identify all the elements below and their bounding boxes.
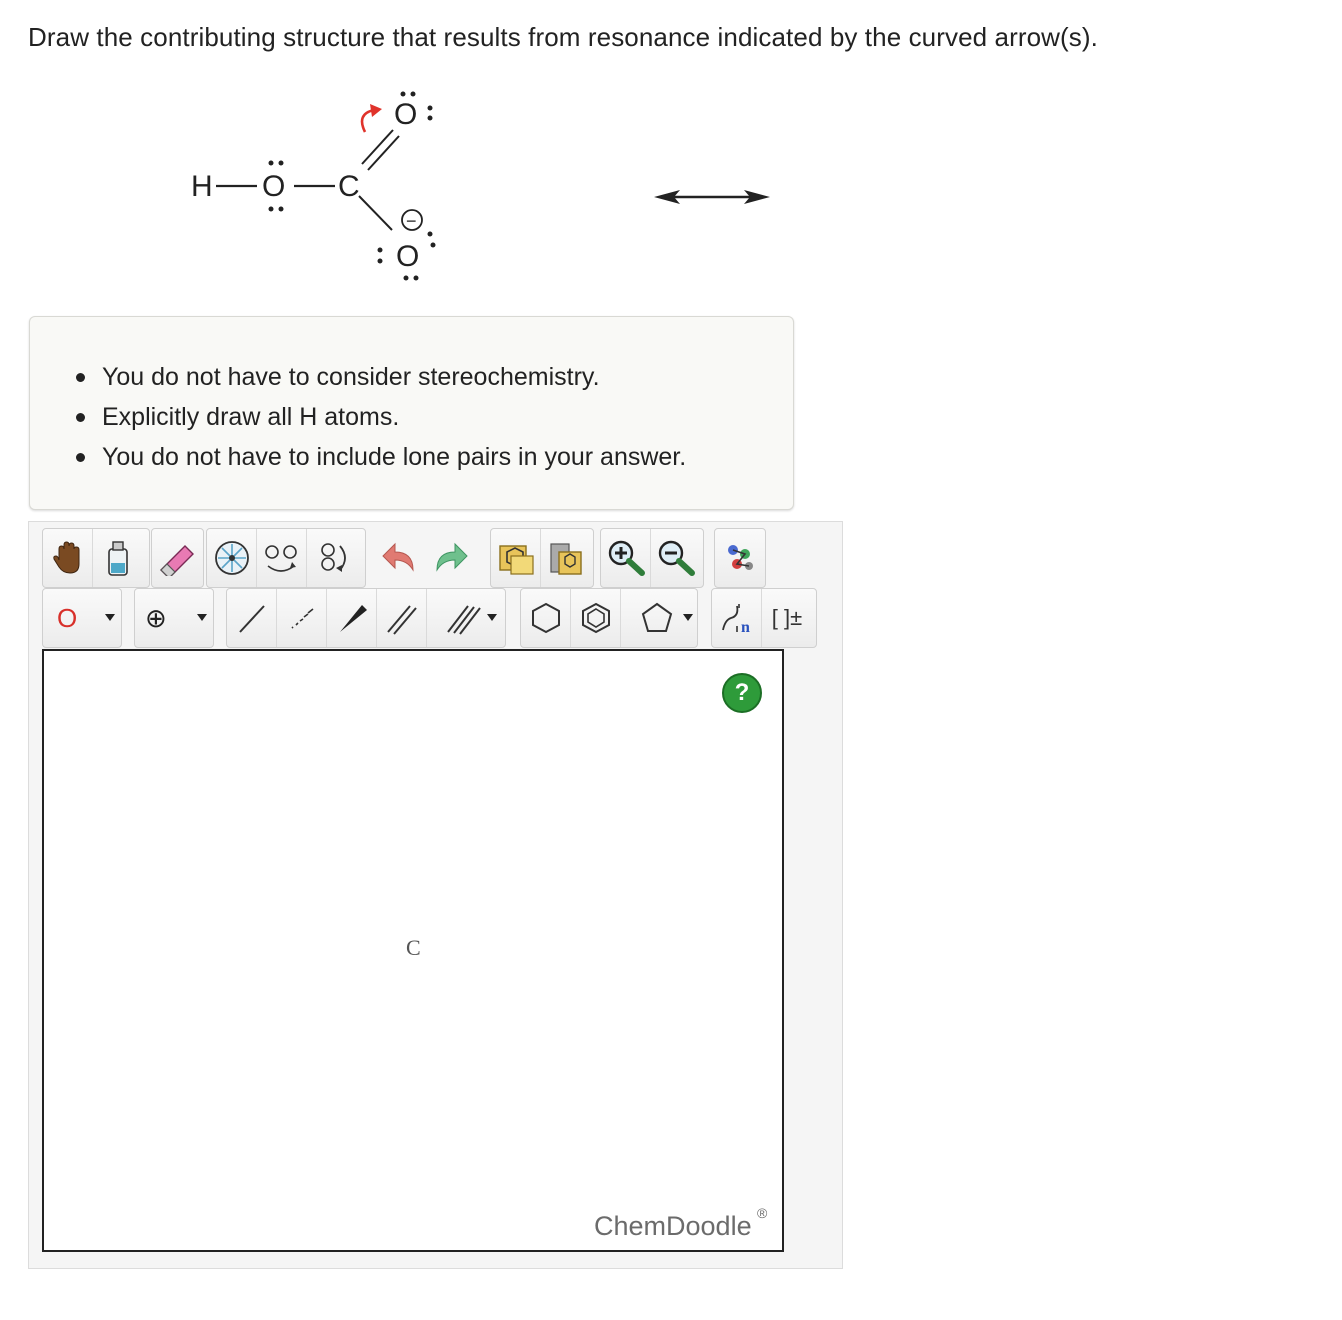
- hashed-bond-icon: [284, 600, 320, 636]
- atom-label: O: [57, 602, 78, 633]
- svg-text:−: −: [406, 211, 417, 231]
- instruction-item: Explicitly draw all H atoms.: [102, 397, 686, 437]
- zoom-in-icon: [606, 539, 646, 577]
- flip-button[interactable]: [257, 529, 307, 587]
- toolbar-group-eraser: [151, 528, 204, 588]
- question-prompt: Draw the contributing structure that results from resonance indicated by the curved arrow(s).: [28, 22, 1098, 52]
- triple-bond-button[interactable]: [427, 589, 501, 647]
- atom-hydrogen: H: [191, 170, 213, 203]
- template-icon: [721, 540, 759, 576]
- paste-icon: [547, 540, 585, 576]
- svg-text:n: n: [740, 619, 750, 636]
- center-button[interactable]: [207, 529, 257, 587]
- center-icon: [212, 538, 252, 578]
- atom-carbon: C: [338, 170, 360, 203]
- charge-selector[interactable]: [134, 588, 214, 648]
- repeat-unit-icon: [717, 600, 757, 636]
- instructions-list: [102, 357, 686, 477]
- cyclopentane-icon: [639, 600, 679, 636]
- atom-selector[interactable]: [42, 588, 122, 648]
- toolbar-group-transform: [206, 528, 366, 588]
- toolbar-group-clipboard: [490, 528, 594, 588]
- bracket-charge-button[interactable]: [762, 589, 812, 647]
- chevron-down-icon: [197, 614, 207, 621]
- toolbar-group-tools: [42, 528, 150, 588]
- paste-button[interactable]: [541, 529, 591, 587]
- canvas-carbon-atom[interactable]: C: [406, 935, 421, 960]
- drawing-canvas[interactable]: [42, 649, 784, 1252]
- flip-icon: [262, 540, 302, 576]
- instruction-item: You do not have to consider stereochemistry.: [102, 357, 686, 397]
- atom-select-button[interactable]: [43, 589, 119, 647]
- toolbar-group-bonds: [226, 588, 506, 648]
- toolbar-group-rings: [520, 588, 698, 648]
- benzene-button[interactable]: [571, 589, 621, 647]
- undo-icon: [379, 540, 421, 576]
- chemdoodle-logo: ChemDoodle: [594, 1211, 752, 1241]
- repeat-unit-button[interactable]: [712, 589, 762, 647]
- hand-tool-button[interactable]: [43, 529, 93, 587]
- toolbar-group-zoom: [600, 528, 704, 588]
- eraser-icon: [157, 540, 197, 576]
- eraser-button[interactable]: [152, 529, 202, 587]
- wedge-bond-icon: [334, 600, 370, 636]
- benzene-icon: [578, 600, 614, 636]
- charge-select-button[interactable]: [135, 589, 211, 647]
- zoom-out-button[interactable]: [651, 529, 701, 587]
- hand-icon: [51, 540, 85, 576]
- charge-label: ⊕: [145, 602, 167, 633]
- wedge-bond-button[interactable]: [327, 589, 377, 647]
- clear-button[interactable]: [93, 529, 143, 587]
- chevron-down-icon: [683, 614, 693, 621]
- chevron-down-icon: [105, 614, 115, 621]
- chevron-down-icon: [487, 614, 497, 621]
- undo-button[interactable]: [375, 529, 425, 587]
- cyclopentane-button[interactable]: [621, 589, 697, 647]
- copy-icon: [497, 540, 535, 576]
- chemdoodle-editor: [28, 521, 843, 1269]
- cyclohexane-icon: [528, 600, 564, 636]
- instructions-box: [29, 316, 794, 510]
- molecule-structure: [160, 80, 480, 290]
- atom-oxygen-top: O: [394, 98, 418, 131]
- toolbar-group-templates: [714, 528, 766, 588]
- single-bond-button[interactable]: [227, 589, 277, 647]
- atom-oxygen-bottom: O: [396, 240, 420, 273]
- toolbar-group-history: [375, 528, 479, 588]
- help-button[interactable]: ?: [722, 673, 762, 713]
- clear-flask-icon: [103, 539, 133, 577]
- toolbar-group-annotations: [711, 588, 817, 648]
- hashed-bond-button[interactable]: [277, 589, 327, 647]
- double-bond-button[interactable]: [377, 589, 427, 647]
- copy-button[interactable]: [491, 529, 541, 587]
- registered-mark: ®: [757, 1205, 768, 1221]
- instruction-item: You do not have to include lone pairs in your answer.: [102, 437, 686, 477]
- resonance-arrow-icon: [650, 182, 774, 212]
- zoom-in-button[interactable]: [601, 529, 651, 587]
- rotate-icon: [312, 540, 352, 576]
- redo-button[interactable]: [425, 529, 475, 587]
- rotate-button[interactable]: [307, 529, 357, 587]
- bracket-charge-icon: [ ]±: [771, 605, 803, 630]
- zoom-out-icon: [656, 539, 696, 577]
- redo-icon: [429, 540, 471, 576]
- triple-bond-icon: [444, 600, 484, 636]
- cyclohexane-button[interactable]: [521, 589, 571, 647]
- template-button[interactable]: [715, 529, 765, 587]
- double-bond-icon: [384, 600, 420, 636]
- atom-oxygen-hydroxyl: O: [262, 170, 286, 203]
- single-bond-icon: [234, 600, 270, 636]
